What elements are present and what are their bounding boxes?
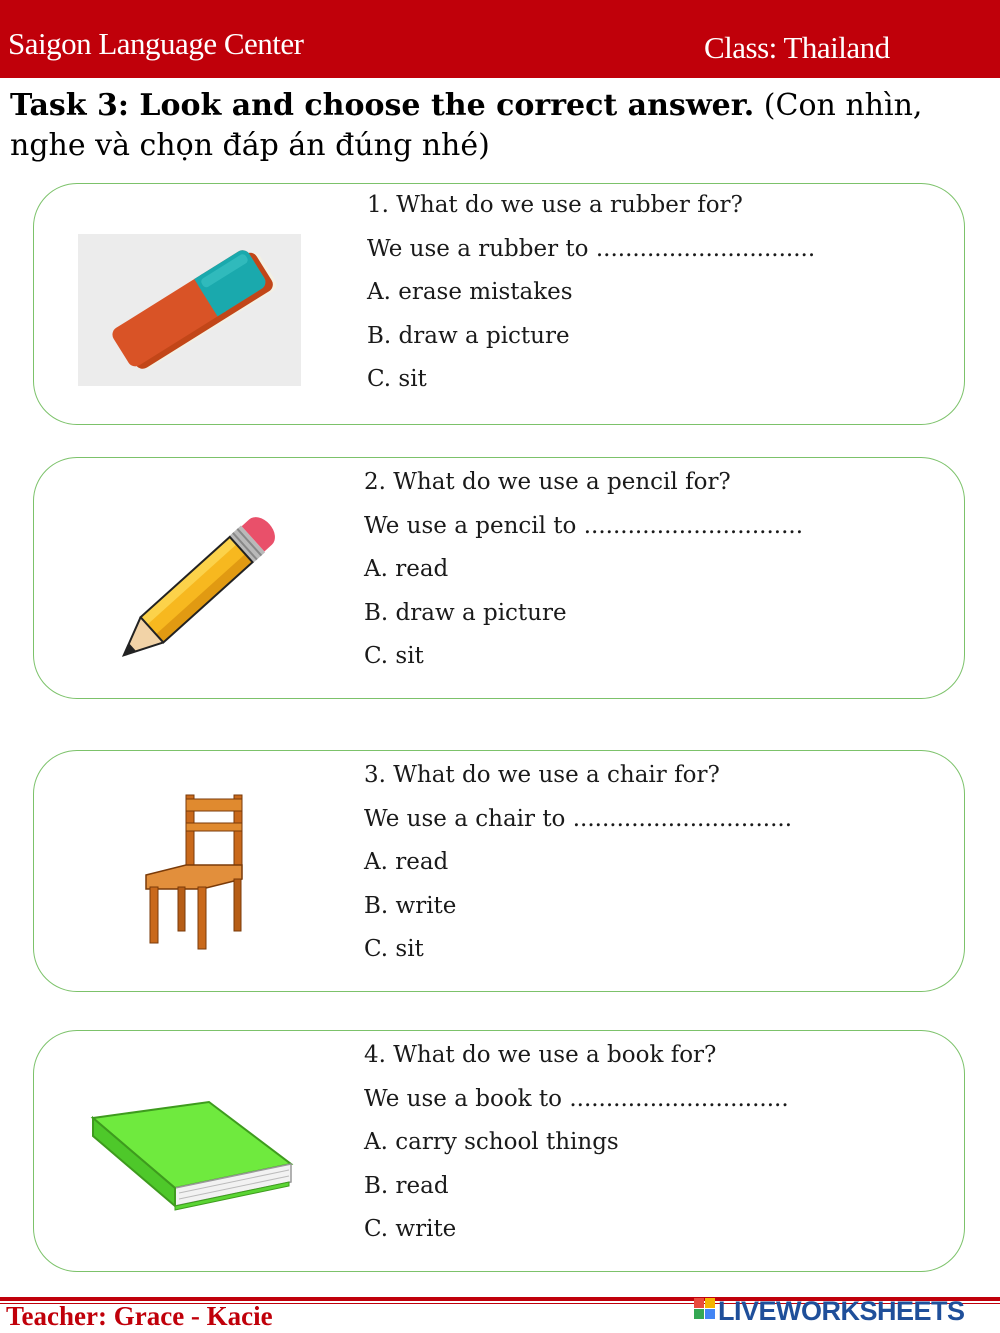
- question-text-1: [367, 184, 815, 402]
- header-bar: [0, 0, 1000, 78]
- option-a[interactable]: A. read: [364, 556, 449, 583]
- question-card-2: [33, 457, 965, 699]
- task-note: (Con nhìn, nghe và chọn đáp án đúng nhé): [10, 88, 923, 163]
- pencil-icon: [104, 498, 314, 658]
- answer-sentence: We use a book to ..............................: [364, 1085, 789, 1112]
- teacher-name: Teacher: Grace - Kacie: [6, 1301, 273, 1331]
- option-b[interactable]: B. write: [364, 892, 457, 919]
- task-title: Task 3: Look and choose the correct answer.: [10, 88, 755, 123]
- question-prompt: 4. What do we use a book for?: [364, 1042, 717, 1068]
- center-name: Saigon Language Center: [8, 26, 304, 61]
- question-card-4: [33, 1030, 965, 1272]
- rubber-eraser-icon: [78, 234, 301, 386]
- class-label: Class: Thailand: [704, 30, 890, 65]
- option-b[interactable]: B. draw a picture: [364, 599, 567, 626]
- question-prompt: 2. What do we use a pencil for?: [364, 469, 731, 495]
- option-b[interactable]: B. read: [364, 1172, 449, 1199]
- question-prompt: 3. What do we use a chair for?: [364, 762, 720, 788]
- option-a[interactable]: A. read: [364, 849, 449, 876]
- question-card-1: [33, 183, 965, 425]
- option-c[interactable]: C. sit: [364, 936, 424, 963]
- option-a[interactable]: A. carry school things: [364, 1129, 619, 1156]
- answer-sentence: We use a chair to ..............................: [364, 805, 793, 832]
- question-text-3: [364, 754, 792, 972]
- task-instruction: [10, 86, 990, 166]
- green-book-icon: [89, 1096, 299, 1216]
- option-c[interactable]: C. sit: [364, 643, 424, 670]
- liveworksheets-logo-icon: [694, 1298, 716, 1322]
- option-c[interactable]: C. sit: [367, 366, 427, 393]
- chair-icon: [142, 791, 252, 956]
- option-c[interactable]: C. write: [364, 1216, 457, 1243]
- brand-name: LIVEWORKSHEETS: [718, 1296, 965, 1326]
- option-b[interactable]: B. draw a picture: [367, 322, 570, 349]
- question-card-3: [33, 750, 965, 992]
- option-a[interactable]: A. erase mistakes: [367, 279, 573, 306]
- answer-sentence: We use a pencil to ..............................: [364, 512, 804, 539]
- question-prompt: 1. What do we use a rubber for?: [367, 192, 743, 218]
- brand-logo[interactable]: [694, 1296, 994, 1326]
- question-text-2: [364, 461, 803, 679]
- question-text-4: [364, 1034, 789, 1252]
- answer-sentence: We use a rubber to ..............................: [367, 235, 816, 262]
